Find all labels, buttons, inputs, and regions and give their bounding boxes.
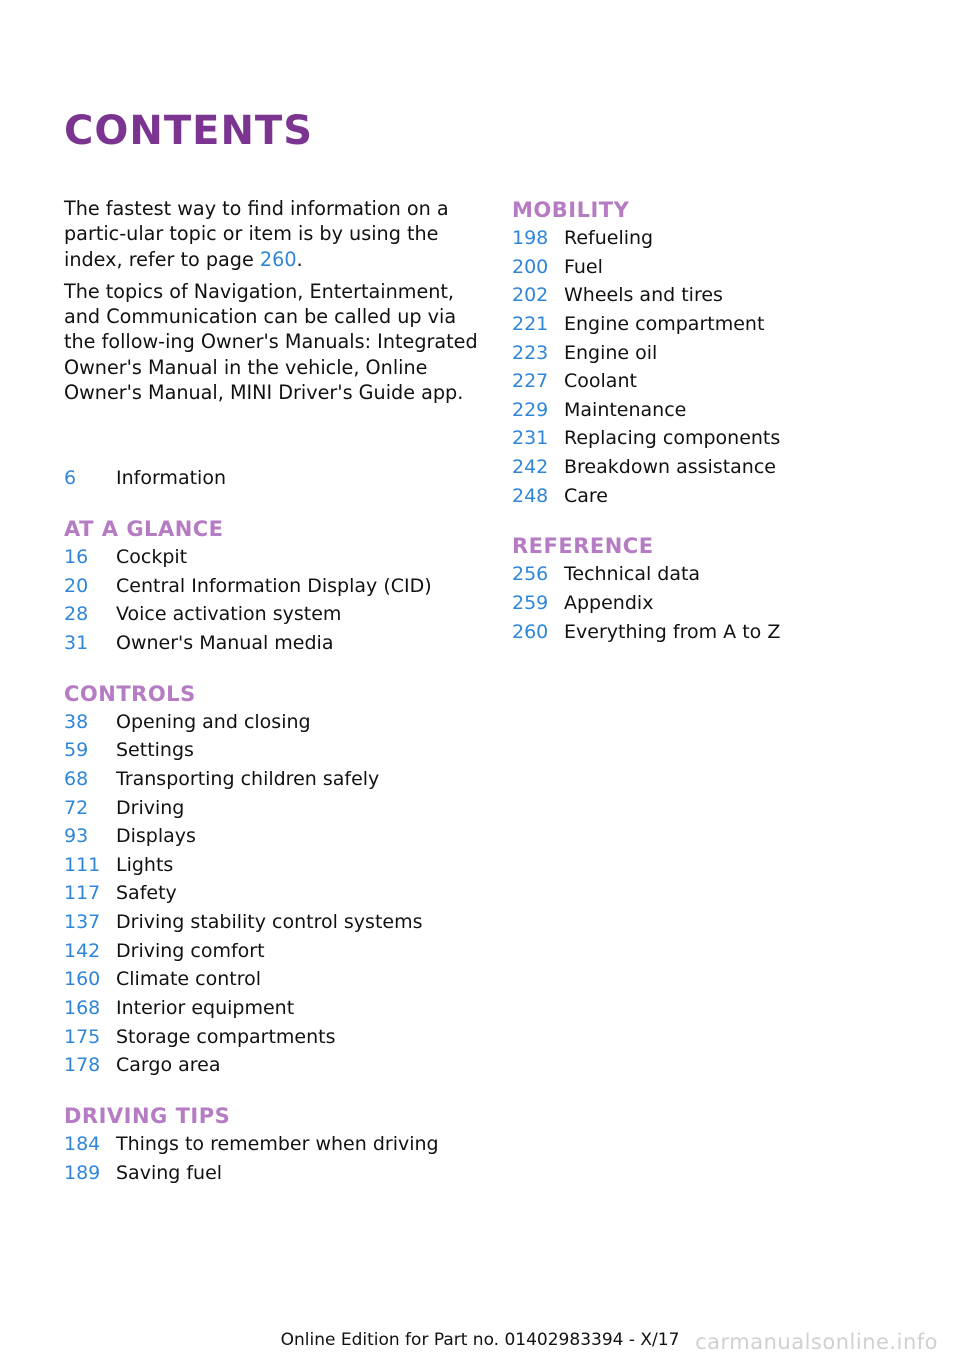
toc-entry[interactable] xyxy=(64,572,484,601)
toc-entry-label[interactable]: Appendix xyxy=(564,592,654,615)
toc-page-number[interactable]: 200 xyxy=(512,255,549,278)
toc-entry[interactable] xyxy=(512,367,932,396)
toc-group-controls xyxy=(64,680,484,1080)
toc-entry[interactable] xyxy=(512,453,932,482)
toc-entry-label[interactable]: Technical data xyxy=(564,563,701,586)
toc-entry[interactable] xyxy=(512,589,932,618)
toc-page-number[interactable]: 259 xyxy=(512,592,549,615)
toc-entry-label[interactable]: Refueling xyxy=(564,227,654,249)
toc-page-number[interactable]: 20 xyxy=(64,574,89,597)
toc-page-number[interactable]: 6 xyxy=(64,467,77,490)
toc-entry[interactable] xyxy=(512,396,932,425)
toc-group-driving-tips xyxy=(64,1102,484,1187)
toc-entry[interactable] xyxy=(64,708,484,737)
page-footer: Online Edition for Part no. 01402983394 - X/17 xyxy=(280,1330,680,1350)
toc-entry[interactable] xyxy=(64,994,484,1023)
toc-entry[interactable] xyxy=(512,310,932,339)
toc-page-number[interactable]: 16 xyxy=(64,546,89,569)
toc-entry-label[interactable]: Wheels and tires xyxy=(564,284,723,307)
toc-entry-label[interactable]: Climate control xyxy=(116,968,262,991)
toc-entry[interactable] xyxy=(64,794,484,823)
toc-entry[interactable] xyxy=(512,482,932,511)
index-page-link[interactable]: 260 xyxy=(259,247,297,271)
toc-page-number[interactable]: 31 xyxy=(64,631,89,654)
right-column xyxy=(512,196,932,646)
toc-entry-label[interactable]: Maintenance xyxy=(564,398,687,421)
toc-page-number[interactable]: 142 xyxy=(64,939,101,962)
toc-entry-label[interactable]: Everything from A to Z xyxy=(564,620,781,643)
toc-entry-label[interactable]: Transporting children safely xyxy=(116,767,380,790)
toc-entry[interactable] xyxy=(64,1023,484,1052)
toc-entry[interactable] xyxy=(64,464,484,493)
toc-entry-label[interactable]: Things to remember when driving xyxy=(116,1132,439,1155)
toc-page-number[interactable]: 248 xyxy=(512,484,549,507)
toc-entry-label[interactable]: Saving fuel xyxy=(116,1161,223,1184)
toc-entry-label[interactable]: Care xyxy=(564,484,608,507)
toc-page-number[interactable]: 28 xyxy=(64,603,89,626)
toc-entry-label[interactable]: Replacing components xyxy=(564,427,781,450)
toc-entry[interactable] xyxy=(512,424,932,453)
toc-page-number[interactable]: 93 xyxy=(64,825,89,848)
toc-page-number[interactable]: 184 xyxy=(64,1132,101,1155)
toc-page-number[interactable]: 117 xyxy=(64,882,101,905)
toc-entry[interactable] xyxy=(512,618,932,647)
section-heading-at-a-glance: AT A GLANCE xyxy=(64,517,224,542)
intro-paragraph-1 xyxy=(64,196,484,272)
toc-entry[interactable] xyxy=(512,253,932,282)
toc-entry-label[interactable]: Fuel xyxy=(564,255,603,278)
toc-entry-label[interactable]: Safety xyxy=(116,882,177,905)
toc-page-number[interactable]: 168 xyxy=(64,996,101,1019)
toc-entry[interactable] xyxy=(64,822,484,851)
toc-page-number[interactable]: 221 xyxy=(512,312,549,335)
section-heading-driving-tips: DRIVING TIPS xyxy=(64,1103,231,1128)
toc-entry[interactable] xyxy=(64,851,484,880)
toc-group-mobility xyxy=(512,196,932,510)
toc-page-number[interactable]: 198 xyxy=(512,227,549,249)
toc-entry-label[interactable]: Driving comfort xyxy=(116,939,265,962)
toc-page-number[interactable]: 202 xyxy=(512,284,549,307)
toc-entry-label[interactable]: Interior equipment xyxy=(116,996,295,1019)
toc-entry-label[interactable]: Storage compartments xyxy=(116,1025,336,1048)
toc-entry[interactable] xyxy=(64,908,484,937)
intro-paragraph-2: The topics of Navigation, Entertainment, and Communication can be called up via the follow-ing Owner's Manuals: Integrated Owner's Manual in the vehicle, Online Owner's Manual, MINI Driver's Guide app. xyxy=(64,279,478,405)
toc-page-number[interactable]: 231 xyxy=(512,427,549,450)
toc-entry[interactable] xyxy=(64,1051,484,1080)
toc-entry-label[interactable]: Driving xyxy=(116,796,185,819)
toc-entry-label[interactable]: Displays xyxy=(116,825,196,848)
toc-entry-label[interactable]: Cockpit xyxy=(116,546,188,569)
toc-entry-label[interactable]: Settings xyxy=(116,739,194,762)
page-title: CONTENTS xyxy=(64,108,314,154)
toc-entry[interactable] xyxy=(64,1159,484,1188)
toc-page-number[interactable]: 229 xyxy=(512,398,549,421)
toc-entry-label[interactable]: Owner's Manual media xyxy=(116,631,334,654)
toc-entry-label[interactable]: Lights xyxy=(116,853,174,876)
toc-entry-label[interactable]: Central Information Display (CID) xyxy=(116,574,432,597)
toc-entry[interactable] xyxy=(64,879,484,908)
toc-page-number[interactable]: 260 xyxy=(512,620,549,643)
section-heading-controls: CONTROLS xyxy=(64,681,196,706)
toc-page-number[interactable]: 223 xyxy=(512,341,549,364)
toc-entry[interactable] xyxy=(64,736,484,765)
toc-page-number[interactable]: 68 xyxy=(64,767,89,790)
toc-entry-label[interactable]: Breakdown assistance xyxy=(564,456,776,479)
toc-entry[interactable] xyxy=(64,937,484,966)
left-column xyxy=(64,196,484,1187)
toc-entry-label[interactable]: Opening and closing xyxy=(116,710,311,733)
toc-entry[interactable] xyxy=(512,281,932,310)
intro-text-end: . xyxy=(296,247,303,271)
toc-entry[interactable] xyxy=(64,543,484,572)
toc-group-information xyxy=(64,464,484,493)
watermark: carmanualsonline.info xyxy=(695,1330,938,1354)
toc-entry[interactable] xyxy=(64,1130,484,1159)
toc-entry-label[interactable]: Voice activation system xyxy=(116,603,342,626)
section-heading-mobility: MOBILITY xyxy=(512,198,630,222)
toc-page-number[interactable]: 160 xyxy=(64,968,101,991)
toc-page-number[interactable]: 38 xyxy=(64,710,89,733)
intro-text xyxy=(64,196,484,405)
toc-page-number[interactable]: 189 xyxy=(64,1161,101,1184)
toc-entry-label[interactable]: Coolant xyxy=(564,370,637,393)
toc-entry[interactable] xyxy=(64,765,484,794)
toc-entry-label[interactable]: Information xyxy=(116,467,226,490)
toc-entry[interactable] xyxy=(512,339,932,368)
section-heading-reference: REFERENCE xyxy=(512,534,654,559)
toc-page-number[interactable]: 227 xyxy=(512,370,549,393)
toc-page-number[interactable]: 59 xyxy=(64,739,89,762)
toc-page-number[interactable]: 175 xyxy=(64,1025,101,1048)
toc-group-reference xyxy=(512,532,932,646)
toc-page-number[interactable]: 72 xyxy=(64,796,89,819)
toc-group-at-a-glance xyxy=(64,515,484,658)
toc-page-number[interactable]: 256 xyxy=(512,563,549,586)
toc-entry-label[interactable]: Engine oil xyxy=(564,341,658,364)
toc-entry-label[interactable]: Cargo area xyxy=(116,1054,221,1077)
toc-page-number[interactable]: 111 xyxy=(64,853,101,876)
toc-entry[interactable] xyxy=(512,224,932,253)
toc-entry[interactable] xyxy=(64,965,484,994)
intro-text-start: The fastest way to find information on a partic-ular topic or item is by using the index, refer to page xyxy=(64,197,449,271)
toc-page-number[interactable]: 178 xyxy=(64,1054,101,1077)
toc-page-number[interactable]: 242 xyxy=(512,456,549,479)
toc-entry-label[interactable]: Engine compartment xyxy=(564,312,765,335)
toc-entry[interactable] xyxy=(64,600,484,629)
toc-entry[interactable] xyxy=(512,560,932,589)
toc-entry[interactable] xyxy=(64,629,484,658)
toc-page-number[interactable]: 137 xyxy=(64,911,101,934)
toc-entry-label[interactable]: Driving stability control systems xyxy=(116,911,423,934)
